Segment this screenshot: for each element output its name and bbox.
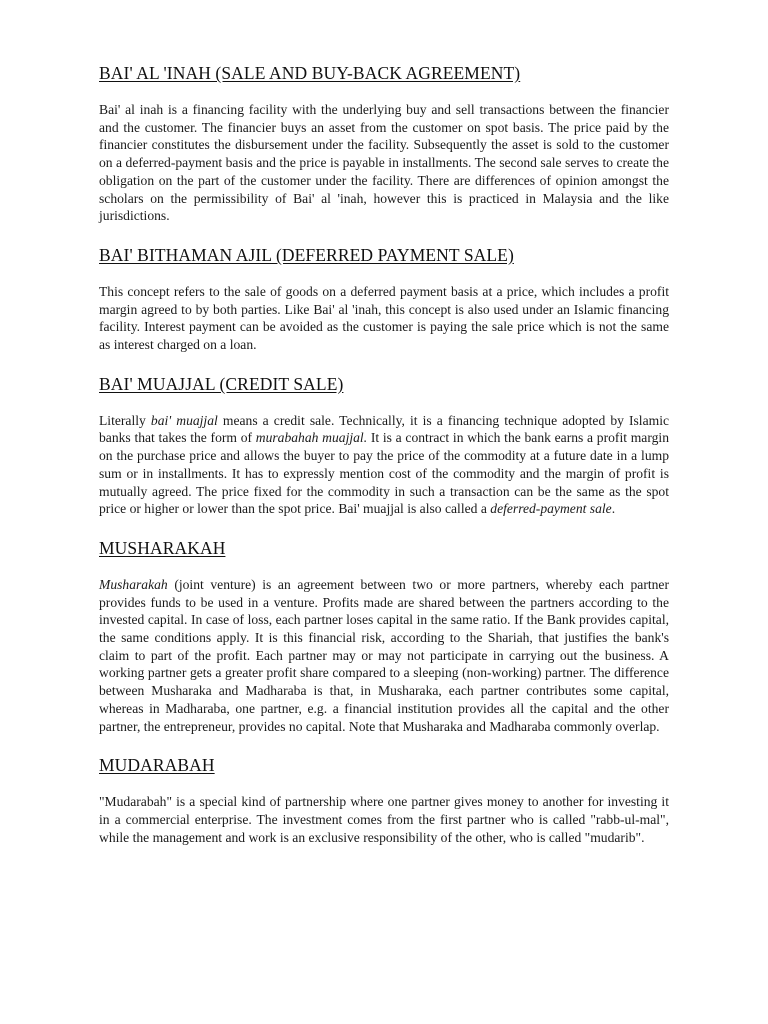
italic-term: deferred-payment sale: [490, 501, 612, 517]
section-bai-al-inah: [99, 62, 669, 225]
section-musharakah: [99, 537, 669, 735]
text-run: It is a contract in which the bank earns a profit margin on the purchase price and allows the buyer to pay the price of the commodity at a future date in a lump sum or in installments. It has to expressly mention cost of the commodity and the margin of profit is mutually agreed. The price fixed for the commodity in such a transaction can be the same as the spot price or higher or lower than the spot price. Bai' muajjal is also called a: [99, 430, 669, 517]
text-run: Literally: [99, 412, 151, 428]
section-bai-muajjal: [99, 373, 669, 518]
section-heading: BAI' AL 'INAH (SALE AND BUY-BACK AGREEMENT): [99, 63, 521, 83]
section-paragraph: "Mudarabah" is a special kind of partnership where one partner gives money to another for investing it in a commercial enterprise. The investment comes from the first partner who is called "rabb-ul-mal", while the management and work is an exclusive responsibility of the other, who is called "mudarib".: [99, 794, 669, 845]
text-run: (joint venture) is an agreement between two or more partners, whereby each partner provides funds to be used in a venture. Profits made are shared between the partners according to the invested capital. In case of loss, each partner loses capital in the same ratio. If the Bank provides capital, the same conditions apply. It is this financial risk, according to the Shariah, that justifies the bank's claim to part of the profit. Each partner may or may not participate in carrying out the business. A working partner gets a greater profit share compared to a sleeping (non-working) partner. The difference between Musharaka and Madharaba is that, in Musharaka, each partner contributes some capital, whereas in Madharaba, one partner, e.g. a financial institution provides all the capital and the other partner, the entrepreneur, provides no capital. Note that Musharaka and Madharaba commonly overlap.: [99, 576, 669, 734]
section-bai-bithaman-ajil: [99, 244, 669, 354]
section-heading: MUSHARAKAH: [99, 537, 226, 558]
text-run: means a credit sale. Technically, it is a financing technique adopted by Islamic banks that takes the form of: [99, 412, 670, 446]
section-heading: BAI' BITHAMAN AJIL (DEFERRED PAYMENT SALE): [99, 244, 514, 265]
section-paragraph: [99, 576, 669, 735]
italic-term: murabahah muajjal.: [255, 430, 368, 446]
section-heading: BAI' MUAJJAL (CREDIT SALE): [99, 373, 344, 394]
section-mudarabah: [99, 754, 669, 846]
section-paragraph: Bai' al inah is a financing facility with the underlying buy and sell transactions between the financier and the customer. The financier buys an asset from the customer on spot basis. The price paid by the financier constitutes the disbursement under the facility. Subsequently the asset is sold to the customer on a deferred-payment basis and the price is payable in installments. The second sale serves to create the obligation on the part of the customer under the facility. There are differences of opinion amongst the scholars on the permissibility of Bai' al 'inah, however this is practiced in Malaysia and the like jurisdictions.: [99, 102, 669, 224]
italic-term: Musharakah: [99, 576, 168, 592]
section-heading: MUDARABAH: [99, 755, 215, 776]
section-paragraph: [99, 412, 669, 518]
document-page: [99, 62, 669, 865]
text-run: .: [611, 501, 616, 517]
italic-term: bai' muajjal: [150, 412, 218, 428]
section-paragraph: This concept refers to the sale of goods on a deferred payment basis at a price, which includes a profit margin agreed to by both parties. Like Bai' al 'inah, this concept is also used under an Islamic financing facility. Interest payment can be avoided as the customer is paying the sale price which is not the same as interest charged on a loan.: [99, 283, 669, 353]
